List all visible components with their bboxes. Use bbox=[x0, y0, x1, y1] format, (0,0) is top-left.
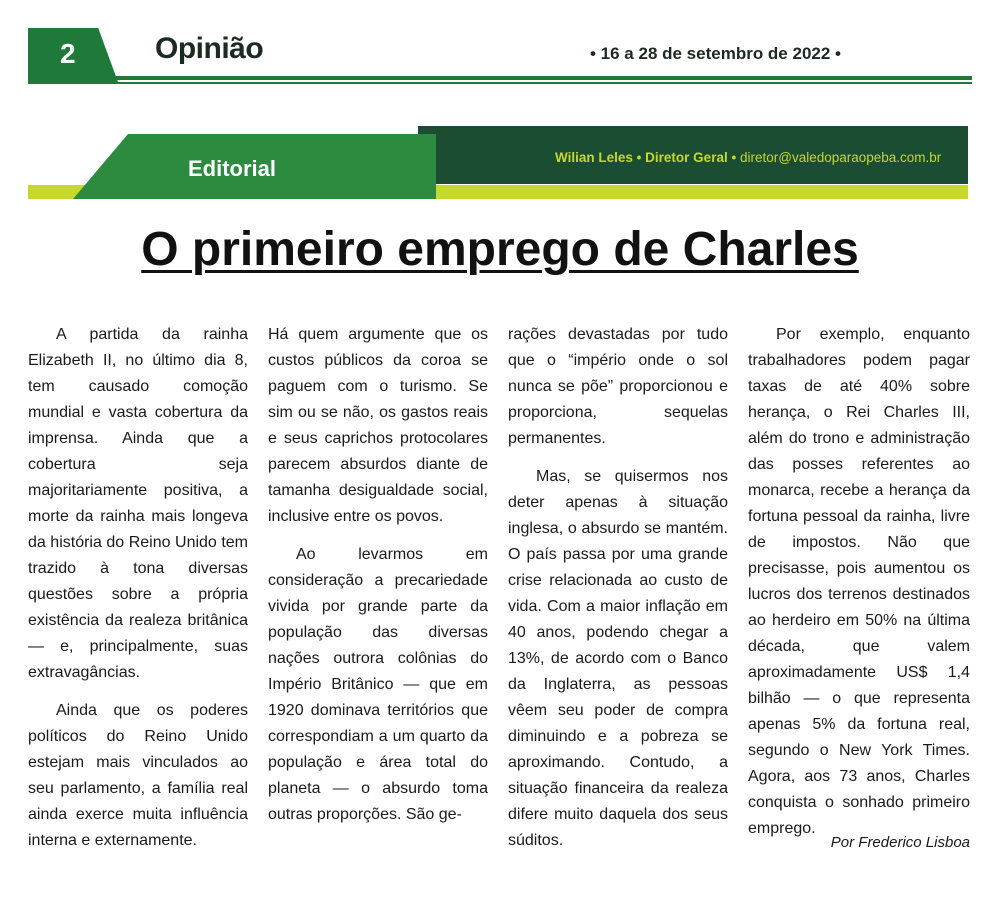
editorial-label: Editorial bbox=[188, 156, 277, 181]
page-number: 2 bbox=[60, 38, 76, 69]
header-rule bbox=[28, 76, 972, 80]
paragraph: Ao levarmos em consideração a precariedade vivida por grande parte da população das diversas nações outrora colônias do Império Britânico — que em 1920 dominava territórios que correspondiam a um quarto da população e área total do planeta — o absurdo toma outras proporções. São ge- bbox=[268, 546, 488, 823]
article-headline: O primeiro emprego de Charles bbox=[141, 223, 859, 276]
section-title: Opinião bbox=[155, 32, 264, 65]
paragraph: Ainda que os poderes políticos do Reino Unido estejam mais vinculados ao seu parlamento, a família real ainda exerce muita influência interna e externamente. bbox=[28, 702, 248, 849]
author-role: Diretor Geral bbox=[645, 150, 728, 165]
article-column-4 bbox=[748, 322, 970, 854]
paragraph: Mas, se quisermos nos deter apenas à situação inglesa, o absurdo se mantém. O país passa por uma grande crise relacionada ao custo de vida. Com a maior inflação em 40 anos, podendo chegar a 13%, de acordo com o Banco da Inglaterra, as pessoas vêem seu poder de compra diminuindo e a pobreza se aproximando. Contudo, a situação financeira da realeza difere muito daquela dos seus súditos. bbox=[508, 468, 728, 849]
article-column-1 bbox=[28, 322, 248, 866]
paragraph: rações devastadas por tudo que o “império onde o sol nunca se põe” proporcionou e proporciona, sequelas permanentes. bbox=[508, 326, 728, 447]
issue-date: • 16 a 28 de setembro de 2022 • bbox=[590, 44, 841, 63]
email-separator: • bbox=[731, 150, 737, 165]
paragraph: A partida da rainha Elizabeth II, no último dia 8, tem causado comoção mundial e vasta cobertura da imprensa. Ainda que a cobertura seja majoritariamente positiva, a morte da rainha mais longeva da história do Reino Unido tem trazido à tona diversas questões sobre a própria existência da realeza britânica — e, principalmente, suas extravagâncias. bbox=[28, 326, 248, 681]
article-byline: Por Frederico Lisboa bbox=[830, 834, 970, 851]
author-separator: • bbox=[636, 150, 642, 165]
article-column-3 bbox=[508, 322, 728, 866]
article-column-2 bbox=[268, 322, 488, 840]
author-name: Wilian Leles bbox=[555, 150, 633, 165]
author-line bbox=[555, 150, 941, 165]
paragraph: Por exemplo, enquanto trabalhadores podem pagar taxas de até 40% sobre herança, o Rei Charles III, além do trono e administração das posses referentes ao monarca, recebe a herança da fortuna pessoal da rainha, livre de impostos. Não que precisasse, pois aumentou os lucros dos terrenos destinados ao herdeiro em 50% na última década, que valem aproximadamente US$ 1,4 bilhão — o que representa apenas 5% da fortuna real, segundo o New York Times. Agora, aos 73 anos, Charles conquista o sonhado primeiro emprego. bbox=[748, 326, 970, 837]
paragraph: Há quem argumente que os custos públicos da coroa se paguem com o turismo. Se sim ou se não, os gastos reais e seus caprichos protocolares parecem absurdos diante de tamanha desigualdade social, inclusive entre os povos. bbox=[268, 326, 488, 525]
header-rule-thin bbox=[28, 82, 972, 84]
author-email[interactable]: diretor@valedoparaopeba.com.br bbox=[739, 150, 942, 165]
